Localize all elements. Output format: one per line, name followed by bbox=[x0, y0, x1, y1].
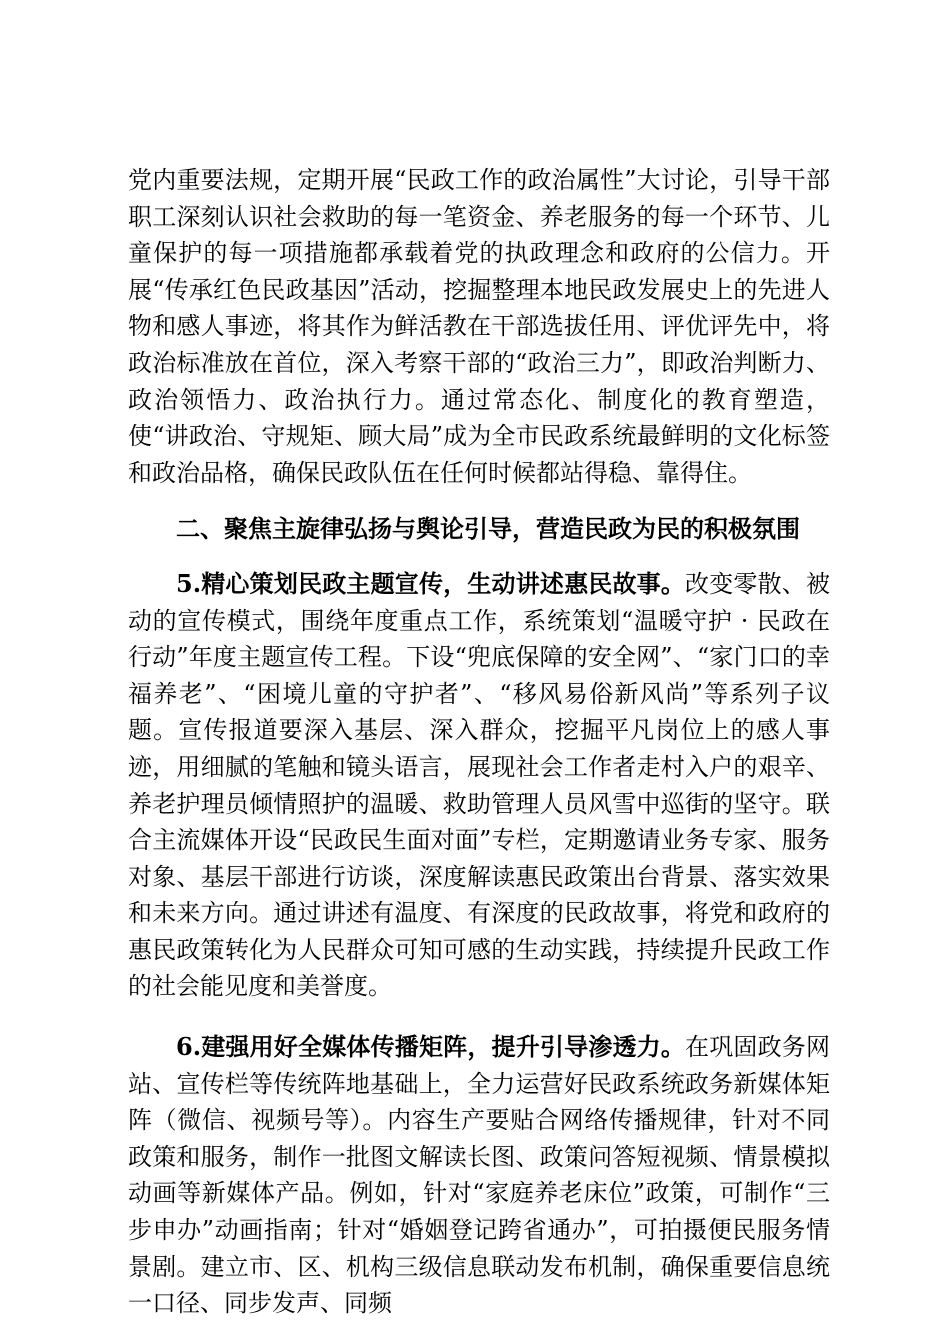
document-page bbox=[128, 162, 830, 1322]
section-heading: 二、聚焦主旋律弘扬与舆论引导，营造民政为民的积极氛围 bbox=[176, 514, 800, 544]
item6-paragraph bbox=[128, 1029, 830, 1322]
intro-paragraph: 党内重要法规，定期开展“民政工作的政治属性”大讨论，引导干部职工深刻认识社会救助的每一笔资金、养老服务的每一个环节、儿童保护的每一项措施都承载着党的执政理念和政府的公信力。开展“传承红色民政基因”活动，挖掘整理本地民政发展史上的先进人物和感人事迹，将其作为鲜活教在干部选拔任用、评优评先中，将政治标准放在首位，深入考察干部的“政治三力”，即政治判断力、政治领悟力、政治执行力。通过常态化、制度化的教育塑造，使“讲政治、守规矩、顾大局”成为全市民政系统最鲜明的文化标签和政治品格，确保民政队伍在任何时候都站得稳、靠得住。 bbox=[128, 166, 830, 487]
item6-body: 在巩固政务网站、宣传栏等传统阵地基础上，全力运营好民政系统政务新媒体矩阵（微信、视频号等）。内容生产要贴合网络传播规律，针对不同政策和服务，制作一批图文解读长图、政策问答短视频、情景模拟动画等新媒体产品。例如，针对“家庭养老床位”政策，可制作“三步申办”动画指南；针对“婚姻登记跨省通办”，可拍摄便民服务情景剧。建立市、区、机构三级信息联动发布机制，确保重要信息统一口径、同步发声、同频 bbox=[128, 1033, 830, 1318]
item5-paragraph bbox=[128, 566, 830, 1005]
item5-lead: 5.精心策划民政主题宣传，生动讲述惠民故事。 bbox=[176, 568, 686, 598]
item6-lead: 6.建强用好全媒体传播矩阵，提升引导渗透力。 bbox=[176, 1032, 686, 1062]
item5-body: 改变零散、被动的宣传模式，围绕年度重点工作，系统策划“温暖守护 · 民政在行动”年度主题宣传工程。下设“兜底保障的安全网”、“家门口的幸福养老”、“困境儿童的守护者”、“移风易俗新风尚”等系列子议题。宣传报道要深入基层、深入群众，挖掘平凡岗位上的感人事迹，用细腻的笔触和镜头语言，展现社会工作者走村入户的艰辛、养老护理员倾情照护的温暖、救助管理人员风雪中巡街的坚守。联合主流媒体开设“民政民生面对面”专栏，定期邀请业务专家、服务对象、基层干部进行访谈，深度解读惠民政策出台背景、落实效果和未来方向。通过讲述有温度、有深度的民政故事，将党和政府的惠民政策转化为人民群众可知可感的生动实践，持续提升民政工作的社会能见度和美誉度。 bbox=[128, 569, 830, 1001]
